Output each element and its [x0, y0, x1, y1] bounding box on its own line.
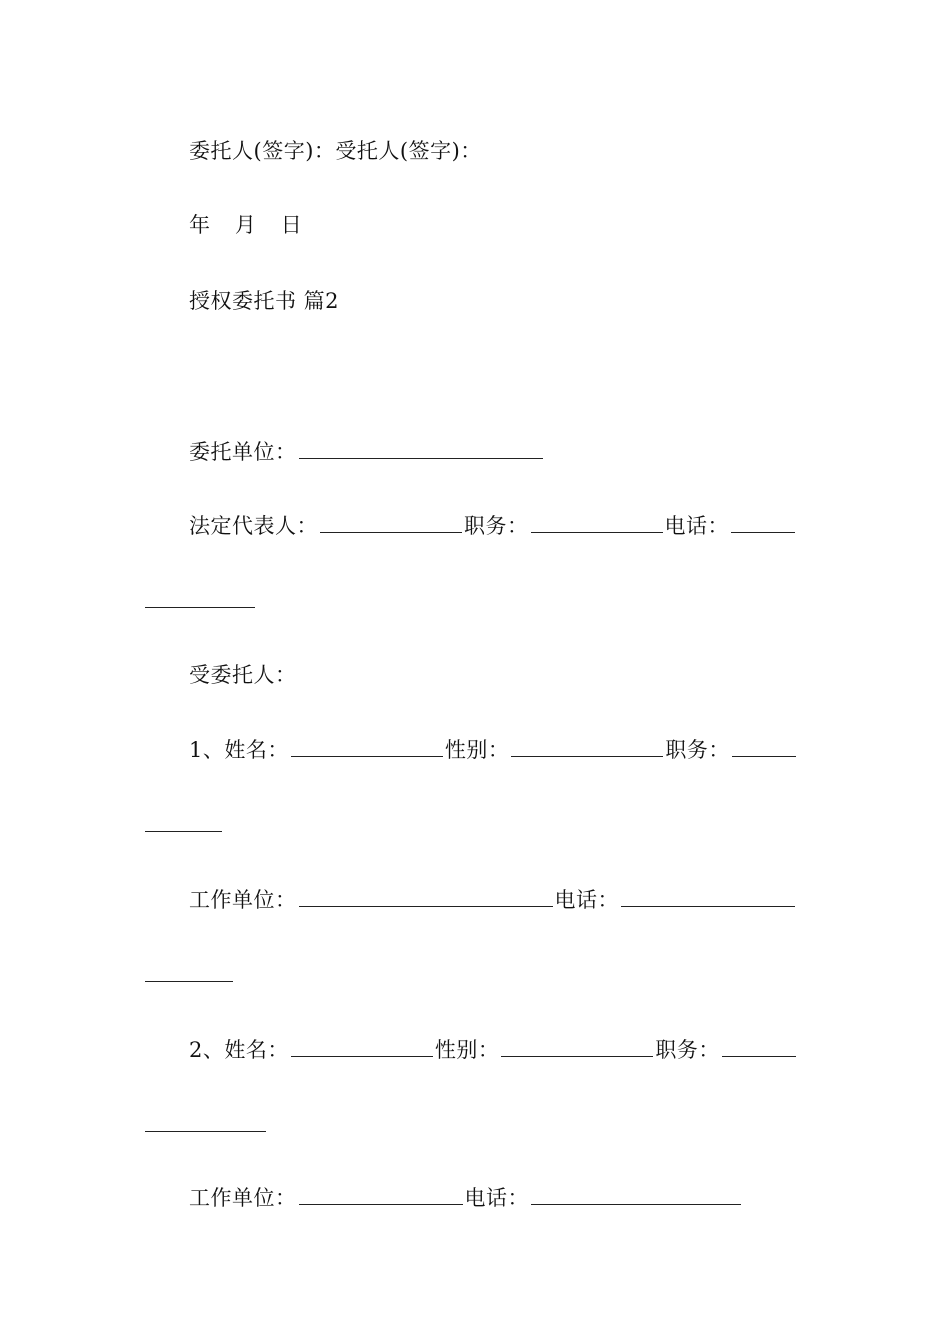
date-day: 日	[280, 213, 303, 237]
principal-unit-row	[189, 436, 545, 467]
agent-header-label: 受委托人：	[189, 663, 297, 687]
legal-rep-position-field[interactable]	[531, 510, 663, 533]
agent2-phone-field[interactable]	[531, 1182, 741, 1205]
agent1-name-field[interactable]	[291, 734, 443, 757]
principal-unit-label: 委托单位：	[189, 440, 297, 464]
agent1-workplace-row	[189, 884, 797, 915]
legal-rep-phone-field[interactable]	[731, 510, 795, 533]
legal-rep-phone-label: 电话：	[664, 514, 729, 538]
agent-header	[189, 660, 297, 690]
agent2-position-field-continued[interactable]	[145, 1131, 266, 1132]
agent1-position-field-continued[interactable]	[145, 831, 222, 832]
agent1-name-row	[189, 734, 798, 765]
legal-rep-phone-field-continued[interactable]	[145, 607, 255, 608]
agent2-name-row	[189, 1034, 798, 1065]
principal-unit-field[interactable]	[299, 436, 543, 459]
agent2-name-field[interactable]	[291, 1034, 433, 1057]
agent1-gender-label: 性别：	[444, 738, 510, 762]
agent1-name-label: 1、姓名：	[189, 738, 289, 762]
date-year: 年	[189, 213, 211, 237]
agent2-gender-field[interactable]	[501, 1034, 653, 1057]
agent1-workplace-field[interactable]	[299, 884, 553, 907]
signature-label: 委托人(签字)：受托人(签字)：	[189, 139, 482, 163]
agent2-position-label: 职务：	[655, 1038, 720, 1062]
legal-rep-label: 法定代表人：	[189, 514, 318, 538]
section-title-text: 授权委托书 篇2	[189, 289, 340, 313]
agent2-name-label: 2、姓名：	[189, 1038, 289, 1062]
legal-rep-position-label: 职务：	[464, 514, 529, 538]
agent2-workplace-field[interactable]	[299, 1182, 463, 1205]
agent1-position-label: 职务：	[665, 738, 730, 762]
date-month: 月	[234, 213, 257, 237]
section-title	[189, 286, 339, 316]
date-line	[189, 210, 302, 240]
agent1-workplace-label: 工作单位：	[189, 888, 297, 912]
agent2-workplace-label: 工作单位：	[189, 1186, 297, 1210]
agent1-phone-label: 电话：	[554, 888, 619, 912]
agent2-workplace-row	[189, 1182, 743, 1213]
agent1-phone-field-continued[interactable]	[145, 981, 233, 982]
signature-line	[189, 136, 482, 166]
agent2-position-field[interactable]	[722, 1034, 796, 1057]
agent1-phone-field[interactable]	[621, 884, 795, 907]
agent1-gender-field[interactable]	[511, 734, 663, 757]
agent1-position-field[interactable]	[732, 734, 796, 757]
legal-rep-field[interactable]	[320, 510, 462, 533]
legal-rep-row	[189, 510, 797, 541]
agent2-gender-label: 性别：	[434, 1038, 500, 1062]
agent2-phone-label: 电话：	[464, 1186, 529, 1210]
